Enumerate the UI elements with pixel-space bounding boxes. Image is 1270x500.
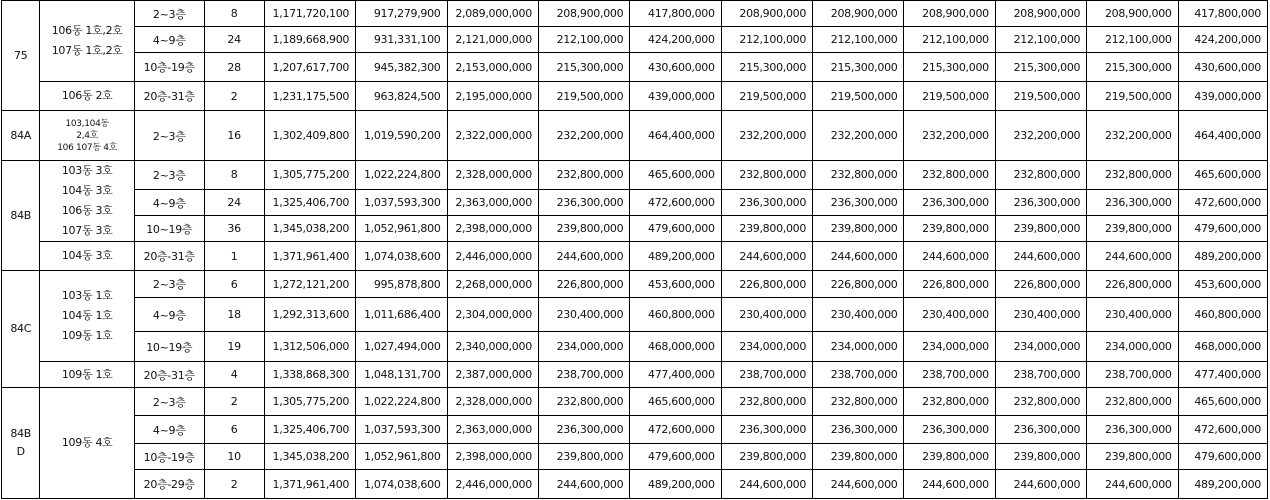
unit-line: 104동 3호 bbox=[61, 184, 113, 197]
amount-cell: 472,600,000 bbox=[1178, 189, 1267, 216]
amount-cell: 244,600,000 bbox=[813, 242, 904, 271]
amount-cell: 931,331,100 bbox=[356, 27, 447, 53]
floor-cell: 20층-31층 bbox=[134, 242, 204, 271]
unit-line: 104동 3호 bbox=[61, 249, 113, 262]
amount-cell: 453,600,000 bbox=[630, 271, 721, 298]
amount-cell: 1,027,494,000 bbox=[356, 332, 447, 362]
amount-cell: 232,800,000 bbox=[813, 388, 904, 416]
amount-cell: 238,700,000 bbox=[1087, 362, 1178, 388]
table-row bbox=[2, 111, 1268, 161]
amount-cell: 238,700,000 bbox=[904, 362, 995, 388]
amount-cell: 239,800,000 bbox=[721, 444, 812, 470]
amount-cell: 244,600,000 bbox=[1087, 242, 1178, 271]
amount-cell: 1,011,686,400 bbox=[356, 298, 447, 332]
amount-cell: 1,231,175,500 bbox=[264, 82, 355, 111]
price-table bbox=[1, 0, 1268, 499]
amount-cell: 212,100,000 bbox=[1087, 27, 1178, 53]
amount-cell: 2,089,000,000 bbox=[447, 1, 538, 27]
amount-cell: 244,600,000 bbox=[813, 470, 904, 499]
amount-cell: 489,200,000 bbox=[630, 242, 721, 271]
amount-cell: 232,800,000 bbox=[995, 388, 1086, 416]
amount-cell: 479,600,000 bbox=[630, 216, 721, 242]
amount-cell: 424,200,000 bbox=[630, 27, 721, 53]
amount-cell: 2,446,000,000 bbox=[447, 242, 538, 271]
type-line: D bbox=[16, 445, 25, 458]
amount-cell: 215,300,000 bbox=[721, 53, 812, 82]
amount-cell: 465,600,000 bbox=[630, 161, 721, 190]
amount-cell: 963,824,500 bbox=[356, 82, 447, 111]
floor-cell: 4~9층 bbox=[134, 27, 204, 53]
type-label: 75 bbox=[14, 48, 28, 62]
amount-cell: 236,300,000 bbox=[995, 189, 1086, 216]
amount-cell: 2,446,000,000 bbox=[447, 470, 538, 499]
amount-cell: 430,600,000 bbox=[630, 53, 721, 82]
amount-cell: 219,500,000 bbox=[1087, 82, 1178, 111]
amount-cell: 472,600,000 bbox=[1178, 416, 1267, 444]
amount-cell: 236,300,000 bbox=[721, 416, 812, 444]
amount-cell: 244,600,000 bbox=[538, 242, 629, 271]
unit-line: 106동 2호 bbox=[61, 89, 113, 102]
amount-cell: 236,300,000 bbox=[538, 416, 629, 444]
count-cell: 4 bbox=[204, 362, 264, 388]
amount-cell: 244,600,000 bbox=[904, 242, 995, 271]
type-label: 84A bbox=[10, 128, 32, 142]
amount-cell: 230,400,000 bbox=[904, 298, 995, 332]
amount-cell: 226,800,000 bbox=[721, 271, 812, 298]
unit-cell bbox=[40, 161, 135, 242]
table-row bbox=[2, 189, 1268, 216]
unit-line: 106동 1호,2호 bbox=[51, 24, 123, 37]
floor-cell: 2~3층 bbox=[134, 1, 204, 27]
amount-cell: 232,800,000 bbox=[538, 161, 629, 190]
amount-cell: 489,200,000 bbox=[1178, 242, 1267, 271]
amount-cell: 453,600,000 bbox=[1178, 271, 1267, 298]
price-table-body bbox=[2, 1, 1268, 499]
amount-cell: 1,037,593,300 bbox=[356, 189, 447, 216]
floor-cell: 20층-31층 bbox=[134, 362, 204, 388]
type-label: 84C bbox=[10, 322, 32, 335]
count-cell: 6 bbox=[204, 416, 264, 444]
amount-cell: 477,400,000 bbox=[630, 362, 721, 388]
amount-cell: 208,900,000 bbox=[538, 1, 629, 27]
count-cell: 8 bbox=[204, 161, 264, 190]
amount-cell: 244,600,000 bbox=[995, 242, 1086, 271]
amount-cell: 238,700,000 bbox=[721, 362, 812, 388]
amount-cell: 219,500,000 bbox=[538, 82, 629, 111]
unit-cell bbox=[40, 82, 135, 111]
amount-cell: 232,800,000 bbox=[904, 388, 995, 416]
table-row bbox=[2, 362, 1268, 388]
amount-cell: 1,371,961,400 bbox=[264, 242, 355, 271]
table-row bbox=[2, 53, 1268, 82]
type-cell bbox=[2, 161, 40, 271]
amount-cell: 236,300,000 bbox=[1087, 189, 1178, 216]
amount-cell: 232,200,000 bbox=[904, 111, 995, 161]
unit-line: 106동 3호 bbox=[61, 204, 113, 217]
table-row bbox=[2, 444, 1268, 470]
unit-line: 109동 1호 bbox=[61, 367, 113, 381]
amount-cell: 468,000,000 bbox=[630, 332, 721, 362]
count-cell: 28 bbox=[204, 53, 264, 82]
amount-cell: 236,300,000 bbox=[995, 416, 1086, 444]
amount-cell: 226,800,000 bbox=[538, 271, 629, 298]
table-row bbox=[2, 27, 1268, 53]
amount-cell: 489,200,000 bbox=[630, 470, 721, 499]
amount-cell: 212,100,000 bbox=[813, 27, 904, 53]
amount-cell: 1,189,668,900 bbox=[264, 27, 355, 53]
amount-cell: 1,338,868,300 bbox=[264, 362, 355, 388]
amount-cell: 219,500,000 bbox=[813, 82, 904, 111]
unit-cell bbox=[40, 1, 135, 82]
amount-cell: 226,800,000 bbox=[904, 271, 995, 298]
amount-cell: 230,400,000 bbox=[1087, 298, 1178, 332]
amount-cell: 208,900,000 bbox=[1087, 1, 1178, 27]
amount-cell: 1,019,590,200 bbox=[356, 111, 447, 161]
count-cell: 10 bbox=[204, 444, 264, 470]
amount-cell: 219,500,000 bbox=[721, 82, 812, 111]
count-cell: 16 bbox=[204, 111, 264, 161]
amount-cell: 417,800,000 bbox=[630, 1, 721, 27]
table-row bbox=[2, 1, 1268, 27]
amount-cell: 208,900,000 bbox=[995, 1, 1086, 27]
count-cell: 8 bbox=[204, 1, 264, 27]
amount-cell: 1,272,121,200 bbox=[264, 271, 355, 298]
amount-cell: 236,300,000 bbox=[904, 189, 995, 216]
amount-cell: 215,300,000 bbox=[995, 53, 1086, 82]
amount-cell: 1,292,313,600 bbox=[264, 298, 355, 332]
amount-cell: 234,000,000 bbox=[904, 332, 995, 362]
count-cell: 2 bbox=[204, 470, 264, 499]
unit-cell bbox=[40, 242, 135, 271]
amount-cell: 468,000,000 bbox=[1178, 332, 1267, 362]
floor-cell: 10~19층 bbox=[134, 332, 204, 362]
amount-cell: 239,800,000 bbox=[904, 444, 995, 470]
amount-cell: 1,312,506,000 bbox=[264, 332, 355, 362]
amount-cell: 239,800,000 bbox=[995, 444, 1086, 470]
amount-cell: 230,400,000 bbox=[813, 298, 904, 332]
amount-cell: 232,200,000 bbox=[995, 111, 1086, 161]
amount-cell: 234,000,000 bbox=[1087, 332, 1178, 362]
unit-cell bbox=[40, 388, 135, 499]
amount-cell: 208,900,000 bbox=[813, 1, 904, 27]
amount-cell: 232,800,000 bbox=[813, 161, 904, 190]
amount-cell: 1,371,961,400 bbox=[264, 470, 355, 499]
unit-line: 107동 1호,2호 bbox=[51, 44, 123, 57]
amount-cell: 236,300,000 bbox=[538, 189, 629, 216]
amount-cell: 917,279,900 bbox=[356, 1, 447, 27]
amount-cell: 226,800,000 bbox=[1087, 271, 1178, 298]
amount-cell: 232,800,000 bbox=[1087, 161, 1178, 190]
table-row bbox=[2, 161, 1268, 190]
amount-cell: 244,600,000 bbox=[904, 470, 995, 499]
amount-cell: 2,268,000,000 bbox=[447, 271, 538, 298]
amount-cell: 219,500,000 bbox=[995, 82, 1086, 111]
amount-cell: 1,325,406,700 bbox=[264, 189, 355, 216]
count-cell: 18 bbox=[204, 298, 264, 332]
amount-cell: 472,600,000 bbox=[630, 189, 721, 216]
amount-cell: 232,800,000 bbox=[721, 161, 812, 190]
floor-cell: 4~9층 bbox=[134, 189, 204, 216]
amount-cell: 424,200,000 bbox=[1178, 27, 1267, 53]
unit-cell bbox=[40, 111, 135, 161]
amount-cell: 232,800,000 bbox=[1087, 388, 1178, 416]
amount-cell: 232,200,000 bbox=[813, 111, 904, 161]
amount-cell: 1,305,775,200 bbox=[264, 161, 355, 190]
amount-cell: 1,305,775,200 bbox=[264, 388, 355, 416]
amount-cell: 244,600,000 bbox=[721, 242, 812, 271]
amount-cell: 479,600,000 bbox=[1178, 216, 1267, 242]
unit-line: 103동 3호 bbox=[61, 164, 113, 177]
amount-cell: 239,800,000 bbox=[538, 216, 629, 242]
unit-line: 103,104동 bbox=[65, 118, 109, 129]
amount-cell: 479,600,000 bbox=[1178, 444, 1267, 470]
amount-cell: 238,700,000 bbox=[813, 362, 904, 388]
amount-cell: 1,302,409,800 bbox=[264, 111, 355, 161]
amount-cell: 239,800,000 bbox=[538, 444, 629, 470]
amount-cell: 239,800,000 bbox=[904, 216, 995, 242]
amount-cell: 234,000,000 bbox=[538, 332, 629, 362]
table-row bbox=[2, 82, 1268, 111]
amount-cell: 464,400,000 bbox=[630, 111, 721, 161]
amount-cell: 212,100,000 bbox=[904, 27, 995, 53]
floor-cell: 4~9층 bbox=[134, 416, 204, 444]
amount-cell: 2,363,000,000 bbox=[447, 189, 538, 216]
amount-cell: 1,345,038,200 bbox=[264, 216, 355, 242]
amount-cell: 219,500,000 bbox=[904, 82, 995, 111]
table-row bbox=[2, 216, 1268, 242]
unit-cell bbox=[40, 362, 135, 388]
type-cell bbox=[2, 111, 40, 161]
table-row bbox=[2, 388, 1268, 416]
amount-cell: 1,022,224,800 bbox=[356, 161, 447, 190]
amount-cell: 430,600,000 bbox=[1178, 53, 1267, 82]
floor-cell: 2~3층 bbox=[134, 111, 204, 161]
amount-cell: 239,800,000 bbox=[813, 216, 904, 242]
unit-line: 109동 1호 bbox=[61, 329, 113, 342]
amount-cell: 1,022,224,800 bbox=[356, 388, 447, 416]
amount-cell: 244,600,000 bbox=[1087, 470, 1178, 499]
type-line: 84B bbox=[10, 427, 32, 440]
amount-cell: 1,052,961,800 bbox=[356, 216, 447, 242]
amount-cell: 234,000,000 bbox=[995, 332, 1086, 362]
amount-cell: 2,328,000,000 bbox=[447, 388, 538, 416]
amount-cell: 232,800,000 bbox=[721, 388, 812, 416]
amount-cell: 238,700,000 bbox=[538, 362, 629, 388]
amount-cell: 215,300,000 bbox=[1087, 53, 1178, 82]
floor-cell: 4~9층 bbox=[134, 298, 204, 332]
amount-cell: 2,398,000,000 bbox=[447, 444, 538, 470]
amount-cell: 236,300,000 bbox=[813, 189, 904, 216]
amount-cell: 232,800,000 bbox=[538, 388, 629, 416]
amount-cell: 239,800,000 bbox=[1087, 444, 1178, 470]
amount-cell: 234,000,000 bbox=[813, 332, 904, 362]
amount-cell: 208,900,000 bbox=[721, 1, 812, 27]
amount-cell: 1,207,617,700 bbox=[264, 53, 355, 82]
table-row bbox=[2, 271, 1268, 298]
count-cell: 24 bbox=[204, 27, 264, 53]
count-cell: 2 bbox=[204, 388, 264, 416]
amount-cell: 464,400,000 bbox=[1178, 111, 1267, 161]
type-cell bbox=[2, 271, 40, 388]
floor-cell: 10층-19층 bbox=[134, 53, 204, 82]
table-row bbox=[2, 298, 1268, 332]
amount-cell: 232,200,000 bbox=[538, 111, 629, 161]
type-cell bbox=[2, 388, 40, 499]
amount-cell: 244,600,000 bbox=[995, 470, 1086, 499]
amount-cell: 1,345,038,200 bbox=[264, 444, 355, 470]
amount-cell: 460,800,000 bbox=[630, 298, 721, 332]
amount-cell: 460,800,000 bbox=[1178, 298, 1267, 332]
amount-cell: 995,878,800 bbox=[356, 271, 447, 298]
amount-cell: 212,100,000 bbox=[721, 27, 812, 53]
amount-cell: 232,200,000 bbox=[1087, 111, 1178, 161]
amount-cell: 489,200,000 bbox=[1178, 470, 1267, 499]
amount-cell: 232,800,000 bbox=[904, 161, 995, 190]
amount-cell: 417,800,000 bbox=[1178, 1, 1267, 27]
amount-cell: 215,300,000 bbox=[813, 53, 904, 82]
amount-cell: 439,000,000 bbox=[1178, 82, 1267, 111]
amount-cell: 212,100,000 bbox=[995, 27, 1086, 53]
amount-cell: 2,304,000,000 bbox=[447, 298, 538, 332]
amount-cell: 465,600,000 bbox=[1178, 388, 1267, 416]
amount-cell: 1,048,131,700 bbox=[356, 362, 447, 388]
amount-cell: 1,052,961,800 bbox=[356, 444, 447, 470]
floor-cell: 10~19층 bbox=[134, 216, 204, 242]
table-row bbox=[2, 416, 1268, 444]
amount-cell: 1,074,038,600 bbox=[356, 470, 447, 499]
amount-cell: 2,322,000,000 bbox=[447, 111, 538, 161]
count-cell: 36 bbox=[204, 216, 264, 242]
unit-line: 103동 1호 bbox=[61, 289, 113, 302]
amount-cell: 477,400,000 bbox=[1178, 362, 1267, 388]
amount-cell: 439,000,000 bbox=[630, 82, 721, 111]
unit-cell bbox=[40, 271, 135, 362]
amount-cell: 945,382,300 bbox=[356, 53, 447, 82]
amount-cell: 1,037,593,300 bbox=[356, 416, 447, 444]
amount-cell: 238,700,000 bbox=[995, 362, 1086, 388]
floor-cell: 2~3층 bbox=[134, 161, 204, 190]
amount-cell: 230,400,000 bbox=[538, 298, 629, 332]
amount-cell: 212,100,000 bbox=[538, 27, 629, 53]
amount-cell: 479,600,000 bbox=[630, 444, 721, 470]
amount-cell: 232,800,000 bbox=[995, 161, 1086, 190]
amount-cell: 472,600,000 bbox=[630, 416, 721, 444]
count-cell: 24 bbox=[204, 189, 264, 216]
amount-cell: 2,153,000,000 bbox=[447, 53, 538, 82]
floor-cell: 20층-29층 bbox=[134, 470, 204, 499]
amount-cell: 2,328,000,000 bbox=[447, 161, 538, 190]
unit-line: 109동 4호 bbox=[61, 436, 113, 449]
amount-cell: 239,800,000 bbox=[1087, 216, 1178, 242]
type-cell bbox=[2, 1, 40, 111]
amount-cell: 215,300,000 bbox=[904, 53, 995, 82]
amount-cell: 239,800,000 bbox=[995, 216, 1086, 242]
table-row bbox=[2, 242, 1268, 271]
amount-cell: 1,074,038,600 bbox=[356, 242, 447, 271]
amount-cell: 236,300,000 bbox=[721, 189, 812, 216]
amount-cell: 244,600,000 bbox=[538, 470, 629, 499]
amount-cell: 239,800,000 bbox=[721, 216, 812, 242]
floor-cell: 2~3층 bbox=[134, 388, 204, 416]
amount-cell: 2,340,000,000 bbox=[447, 332, 538, 362]
unit-line: 107동 3호 bbox=[61, 224, 113, 237]
amount-cell: 2,387,000,000 bbox=[447, 362, 538, 388]
amount-cell: 465,600,000 bbox=[630, 388, 721, 416]
type-label: 84B bbox=[10, 208, 32, 222]
amount-cell: 226,800,000 bbox=[813, 271, 904, 298]
count-cell: 1 bbox=[204, 242, 264, 271]
amount-cell: 1,325,406,700 bbox=[264, 416, 355, 444]
table-row bbox=[2, 470, 1268, 499]
amount-cell: 230,400,000 bbox=[721, 298, 812, 332]
count-cell: 19 bbox=[204, 332, 264, 362]
amount-cell: 2,121,000,000 bbox=[447, 27, 538, 53]
amount-cell: 236,300,000 bbox=[813, 416, 904, 444]
amount-cell: 2,195,000,000 bbox=[447, 82, 538, 111]
amount-cell: 208,900,000 bbox=[904, 1, 995, 27]
amount-cell: 226,800,000 bbox=[995, 271, 1086, 298]
amount-cell: 2,398,000,000 bbox=[447, 216, 538, 242]
amount-cell: 215,300,000 bbox=[538, 53, 629, 82]
unit-line: 104동 1호 bbox=[61, 309, 113, 322]
floor-cell: 20층-31층 bbox=[134, 82, 204, 111]
unit-line: 106 107동 4호 bbox=[57, 142, 118, 153]
count-cell: 6 bbox=[204, 271, 264, 298]
amount-cell: 239,800,000 bbox=[813, 444, 904, 470]
amount-cell: 244,600,000 bbox=[721, 470, 812, 499]
table-row bbox=[2, 332, 1268, 362]
amount-cell: 236,300,000 bbox=[1087, 416, 1178, 444]
amount-cell: 236,300,000 bbox=[904, 416, 995, 444]
count-cell: 2 bbox=[204, 82, 264, 111]
unit-line: 2,4호 bbox=[76, 130, 99, 141]
floor-cell: 10층-19층 bbox=[134, 444, 204, 470]
floor-cell: 2~3층 bbox=[134, 271, 204, 298]
amount-cell: 2,363,000,000 bbox=[447, 416, 538, 444]
amount-cell: 465,600,000 bbox=[1178, 161, 1267, 190]
amount-cell: 232,200,000 bbox=[721, 111, 812, 161]
amount-cell: 234,000,000 bbox=[721, 332, 812, 362]
amount-cell: 230,400,000 bbox=[995, 298, 1086, 332]
amount-cell: 1,171,720,100 bbox=[264, 1, 355, 27]
